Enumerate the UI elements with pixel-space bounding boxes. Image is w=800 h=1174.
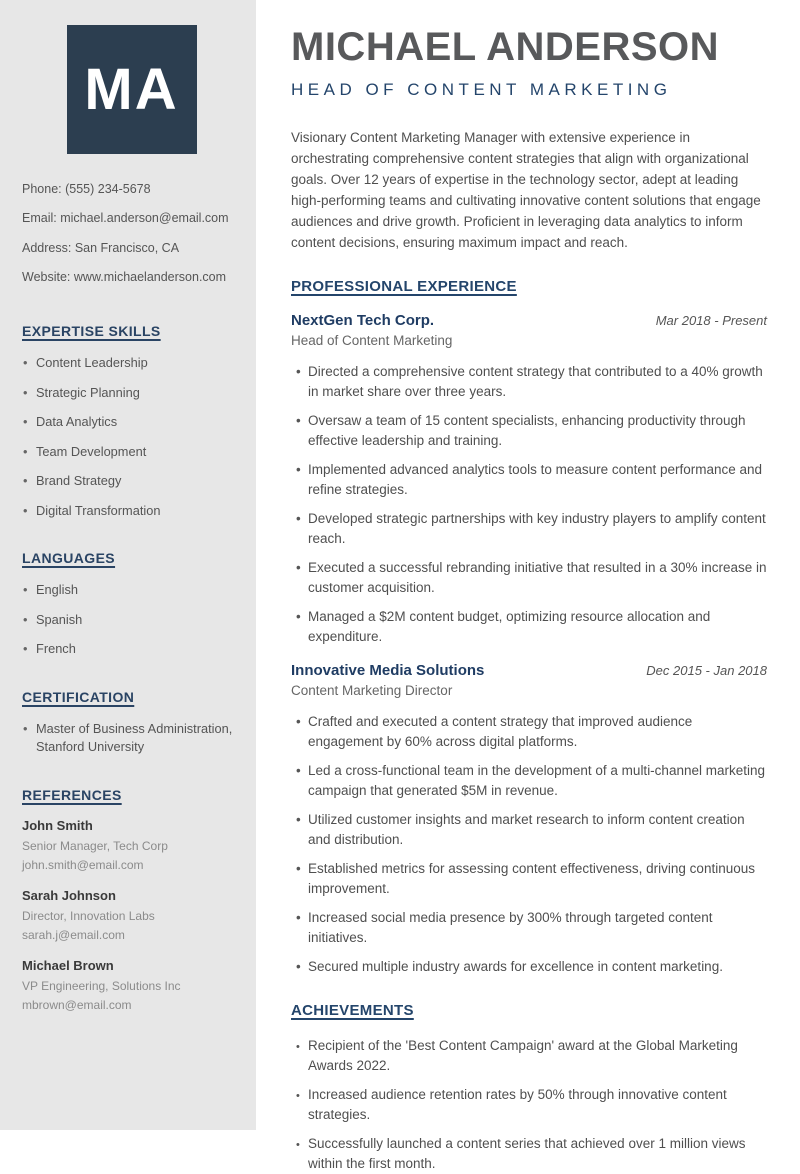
job-header xyxy=(291,662,767,679)
reference-entry xyxy=(22,818,241,874)
reference-role: VP Engineering, Solutions Inc xyxy=(22,979,181,994)
job-company: NextGen Tech Corp. xyxy=(291,312,435,329)
achievements-list xyxy=(291,1036,767,1174)
person-title: HEAD OF CONTENT MARKETING xyxy=(291,80,672,99)
job-bullet: • Directed a comprehensive content strategy that contributed to a 40% growth in market share over three years. xyxy=(291,362,767,402)
job-entry xyxy=(291,662,767,977)
sidebar xyxy=(0,0,256,1130)
job-bullet: • Oversaw a team of 15 content specialists, enhancing productivity through effective leadership and training. xyxy=(291,411,767,451)
main-content xyxy=(256,0,800,1171)
reference-entry xyxy=(22,958,241,1014)
monogram-badge xyxy=(67,25,197,154)
contact-email-value: michael.anderson@email.com xyxy=(60,211,229,226)
achievement-item: • Recipient of the 'Best Content Campaign' award at the Global Marketing Awards 2022. xyxy=(291,1036,767,1076)
contact-phone xyxy=(22,181,241,197)
job-role: Head of Content Marketing xyxy=(291,333,453,348)
skill-item: • Content Leadership xyxy=(22,354,241,373)
contact-email-label: Email: xyxy=(22,211,57,226)
languages-list xyxy=(22,581,241,659)
job-bullet: • Established metrics for assessing content effectiveness, driving continuous improvement. xyxy=(291,859,767,899)
job-bullet: • Executed a successful rebranding initiative that resulted in a 30% increase in customer acquisition. xyxy=(291,558,767,598)
reference-name: John Smith xyxy=(22,818,93,834)
achievements-section xyxy=(291,1002,767,1174)
contact-address xyxy=(22,240,241,256)
language-item: • French xyxy=(22,640,241,659)
achievement-item: • Successfully launched a content series that achieved over 1 million views within the first month. xyxy=(291,1134,767,1174)
job-header xyxy=(291,312,767,329)
reference-email: sarah.j@email.com xyxy=(22,927,125,942)
language-item: • Spanish xyxy=(22,611,241,630)
contact-phone-value: (555) 234-5678 xyxy=(65,182,151,196)
job-bullet: • Secured multiple industry awards for excellence in content marketing. xyxy=(291,957,767,977)
job-entry xyxy=(291,312,767,647)
skill-item: • Team Development xyxy=(22,443,241,462)
certification-item: • Master of Business Administration, Stanford University xyxy=(22,720,241,757)
job-bullet-list xyxy=(291,712,767,977)
reference-email: mbrown@email.com xyxy=(22,997,132,1012)
job-bullet: • Crafted and executed a content strategy that improved audience engagement by 60% across digital platforms. xyxy=(291,712,767,752)
skill-item: • Brand Strategy xyxy=(22,472,241,491)
contact-website-label: Website: xyxy=(22,269,71,284)
skills-list xyxy=(22,354,241,520)
job-bullet: • Utilized customer insights and market research to inform content creation and distribution. xyxy=(291,810,767,850)
language-item: • English xyxy=(22,581,241,600)
contact-website xyxy=(22,269,241,285)
contact-address-label: Address: xyxy=(22,240,72,255)
certification-list xyxy=(22,720,241,757)
achievements-heading: ACHIEVEMENTS xyxy=(291,1002,414,1019)
job-role: Content Marketing Director xyxy=(291,683,453,698)
monogram-initials: MA xyxy=(84,56,179,122)
skill-item: • Data Analytics xyxy=(22,413,241,432)
references-heading: REFERENCES xyxy=(22,787,122,804)
contact-phone-label: Phone: xyxy=(22,182,62,196)
contact-address-value: San Francisco, CA xyxy=(74,240,180,255)
certification-heading: CERTIFICATION xyxy=(22,688,135,705)
skill-item: • Digital Transformation xyxy=(22,502,241,521)
skills-heading: EXPERTISE SKILLS xyxy=(22,323,161,339)
reference-entry xyxy=(22,888,241,944)
contact-email xyxy=(22,210,241,226)
summary-paragraph: Visionary Content Marketing Manager with extensive experience in orchestrating comprehensive content strategies that align with organizational goals. Over 12 years of expertise in the technology sector, adept at leading high-performing teams and cultivating innovative content solutions that engage audiences and drive growth. Proficient in leveraging data analytics to inform content decisions, ensuring maximum impact and reach. xyxy=(291,130,761,250)
experience-heading: PROFESSIONAL EXPERIENCE xyxy=(291,278,517,295)
job-bullet: • Managed a $2M content budget, optimizing resource allocation and expenditure. xyxy=(291,607,767,647)
job-dates: Dec 2015 - Jan 2018 xyxy=(646,663,767,678)
contact-website-value: www.michaelanderson.com xyxy=(73,269,227,284)
job-bullet: • Developed strategic partnerships with key industry players to amplify content reach. xyxy=(291,509,767,549)
job-bullet: • Implemented advanced analytics tools to measure content performance and refine strategies. xyxy=(291,460,767,500)
job-bullet-list xyxy=(291,362,767,647)
job-bullet: • Increased social media presence by 300% through targeted content initiatives. xyxy=(291,908,767,948)
reference-name: Sarah Johnson xyxy=(22,888,116,904)
job-dates: Mar 2018 - Present xyxy=(655,313,767,328)
achievement-item: • Increased audience retention rates by 50% through innovative content strategies. xyxy=(291,1085,767,1125)
job-bullet: • Led a cross-functional team in the development of a multi-channel marketing campaign that generated $5M in revenue. xyxy=(291,761,767,801)
skill-item: • Strategic Planning xyxy=(22,384,241,403)
contact-block xyxy=(22,181,241,285)
reference-role: Director, Innovation Labs xyxy=(22,909,155,924)
reference-name: Michael Brown xyxy=(22,958,114,974)
reference-email: john.smith@email.com xyxy=(22,857,144,872)
person-name: MICHAEL ANDERSON xyxy=(291,25,720,69)
languages-heading: LANGUAGES xyxy=(22,550,116,567)
job-company: Innovative Media Solutions xyxy=(291,662,485,679)
reference-role: Senior Manager, Tech Corp xyxy=(22,839,168,854)
